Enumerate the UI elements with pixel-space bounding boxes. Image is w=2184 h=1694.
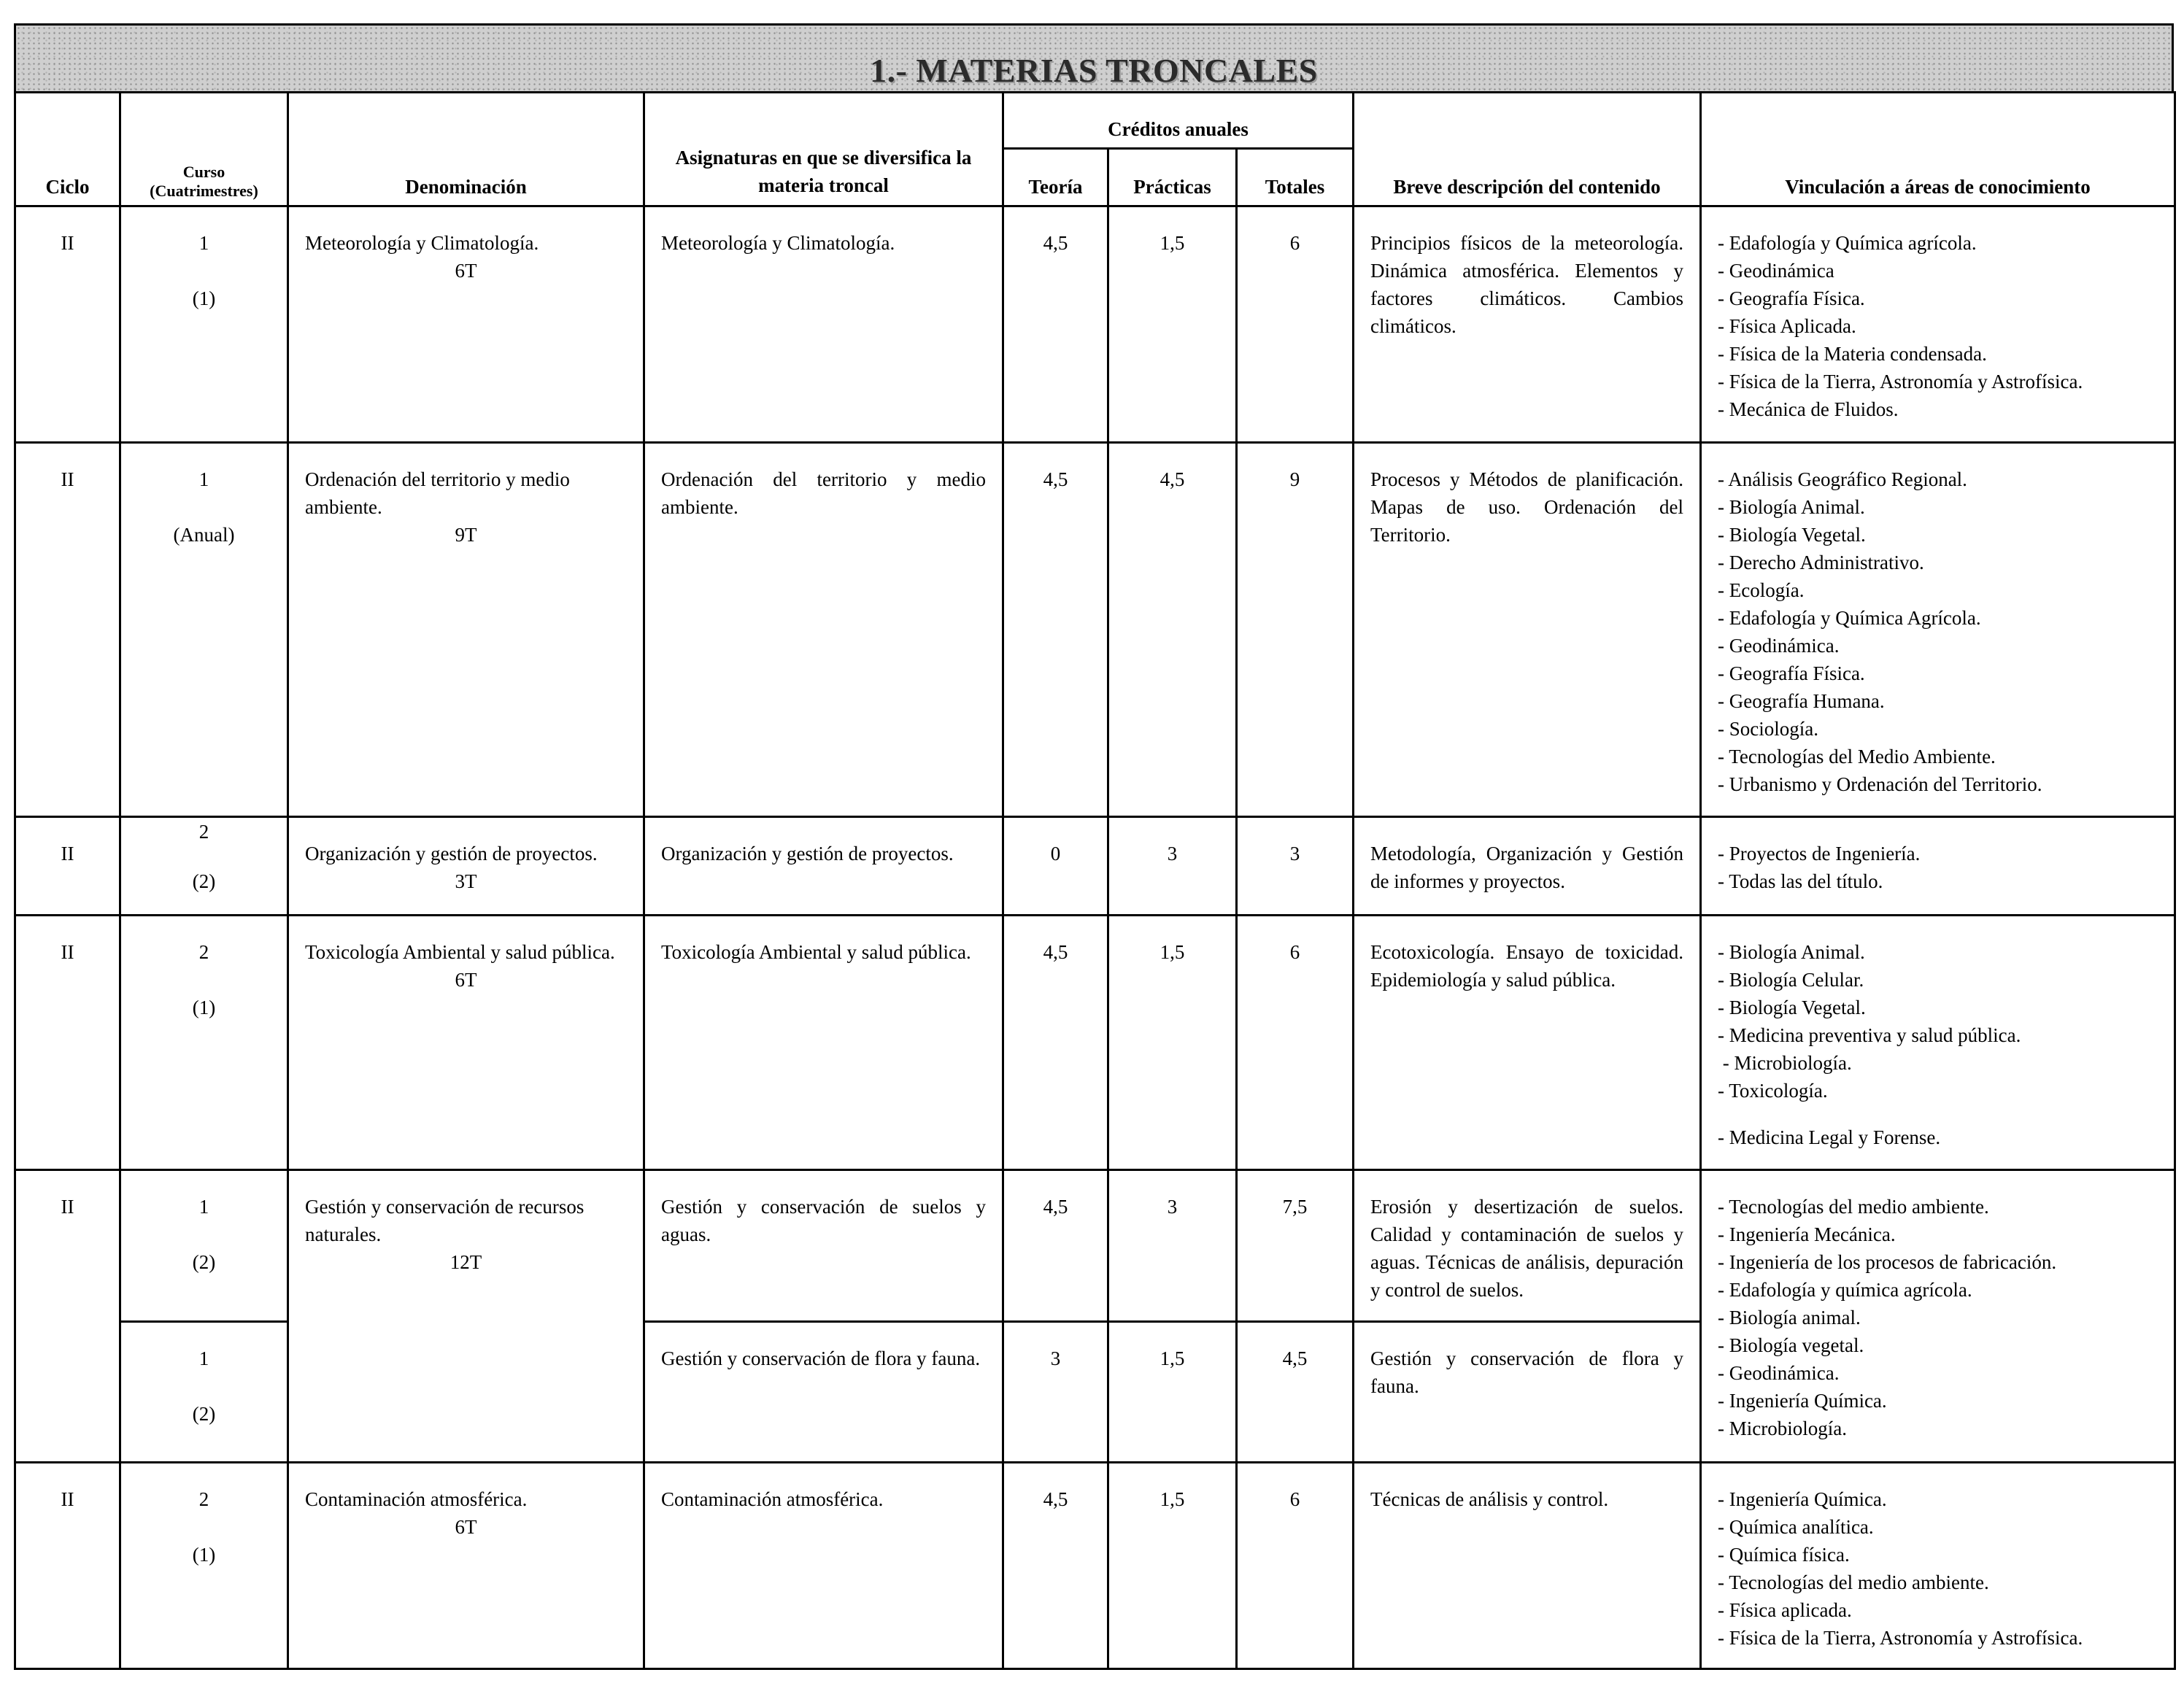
denominacion-text: Toxicología Ambiental y salud pública. <box>305 941 615 963</box>
area-item: - Ingeniería de los procesos de fabricación. <box>1718 1251 2057 1273</box>
denominacion-code: 12T <box>449 1251 482 1273</box>
materias-table <box>14 91 2176 1670</box>
cell-practicas: 4,5 <box>1108 443 1237 817</box>
area-item: - Física Aplicada. <box>1718 315 1856 337</box>
denominacion-code: 3T <box>455 870 477 892</box>
cell-asignatura: Meteorología y Climatología. <box>644 206 1003 443</box>
cell-areas <box>1701 916 2175 1170</box>
cuatrimestre-value: (2) <box>192 1251 216 1273</box>
cell-descripcion: Gestión y conservación de flora y fauna. <box>1354 1322 1701 1463</box>
area-item: - Geodinámica. <box>1718 1362 1840 1384</box>
area-item: - Microbiología. <box>1718 1052 1852 1074</box>
cell-asignatura: Gestión y conservación de suelos y aguas. <box>644 1170 1003 1322</box>
table-row <box>15 916 2175 1170</box>
cell-totales: 3 <box>1237 817 1354 916</box>
cell-teoria: 4,5 <box>1003 1463 1108 1669</box>
header-denominacion: Denominación <box>288 93 644 206</box>
area-item: - Análisis Geográfico Regional. <box>1718 468 1967 490</box>
cell-teoria: 4,5 <box>1003 916 1108 1170</box>
header-descripcion: Breve descripción del contenido <box>1354 93 1701 206</box>
cuatrimestre-value: (1) <box>192 287 216 309</box>
cell-curso <box>120 1170 288 1322</box>
area-item: - Mecánica de Fluidos. <box>1718 398 1899 420</box>
cell-descripcion: Principios físicos de la meteorología. Dinámica atmosférica. Elementos y factores climáticos. Cambios climáticos. <box>1354 206 1701 443</box>
denominacion-text: Meteorología y Climatología. <box>305 232 539 254</box>
curso-value: 1 <box>198 232 209 254</box>
cell-practicas: 3 <box>1108 1170 1237 1322</box>
denominacion-text: Gestión y conservación de recursos naturales. <box>305 1196 584 1245</box>
header-totales: Totales <box>1237 149 1354 206</box>
cell-ciclo: II <box>15 817 120 916</box>
cell-practicas: 1,5 <box>1108 916 1237 1170</box>
table-row <box>15 206 2175 443</box>
area-item: - Todas las del título. <box>1718 870 1883 892</box>
table-row <box>15 1170 2175 1322</box>
curso-value: 2 <box>198 1488 209 1510</box>
cell-denominacion <box>288 1463 644 1669</box>
curso-value: 2 <box>198 941 209 963</box>
area-item: - Medicina preventiva y salud pública. <box>1718 1024 2021 1046</box>
area-item: - Química física. <box>1718 1544 1850 1566</box>
cell-asignatura: Organización y gestión de proyectos. <box>644 817 1003 916</box>
title-banner <box>14 23 2174 93</box>
area-item-extra: - Medicina Legal y Forense. <box>1718 1126 1941 1148</box>
cell-ciclo: II <box>15 1463 120 1669</box>
cell-totales: 6 <box>1237 1463 1354 1669</box>
area-item: - Física aplicada. <box>1718 1599 1852 1621</box>
cell-curso <box>120 1322 288 1463</box>
cell-teoria: 4,5 <box>1003 443 1108 817</box>
area-item: - Edafología y química agrícola. <box>1718 1279 1972 1301</box>
area-item: - Sociología. <box>1718 718 1818 740</box>
denominacion-text: Organización y gestión de proyectos. <box>305 843 598 865</box>
curso-value: 1 <box>198 1196 209 1218</box>
cell-curso <box>120 443 288 817</box>
area-item: - Tecnologías del medio ambiente. <box>1718 1196 1989 1218</box>
cell-curso <box>120 916 288 1170</box>
area-item: - Tecnologías del Medio Ambiente. <box>1718 746 1996 767</box>
area-item: - Derecho Administrativo. <box>1718 552 1924 573</box>
cell-descripcion: Erosión y desertización de suelos. Calidad y contaminación de suelos y aguas. Técnicas de análisis, depuración y control de suelos. <box>1354 1170 1701 1322</box>
cell-practicas: 3 <box>1108 817 1237 916</box>
header-curso-sub: (Cuatrimestres) <box>150 182 258 200</box>
cell-teoria: 4,5 <box>1003 1170 1108 1322</box>
area-item: - Biología Vegetal. <box>1718 524 1866 546</box>
curso-value: 2 <box>198 821 209 843</box>
cell-teoria: 4,5 <box>1003 206 1108 443</box>
cell-areas <box>1701 817 2175 916</box>
page-title: 1.- MATERIAS TRONCALES <box>870 52 1318 89</box>
curso-value: 1 <box>198 1347 209 1369</box>
cell-areas <box>1701 1463 2175 1669</box>
header-curso <box>120 93 288 206</box>
area-item: - Química analítica. <box>1718 1516 1874 1538</box>
denominacion-text: Contaminación atmosférica. <box>305 1488 528 1510</box>
area-item: - Biología animal. <box>1718 1307 1861 1328</box>
table-row <box>15 443 2175 817</box>
area-item: - Física de la Tierra, Astronomía y Astrofísica. <box>1718 371 2083 392</box>
cell-denominacion <box>288 206 644 443</box>
cell-asignatura: Toxicología Ambiental y salud pública. <box>644 916 1003 1170</box>
area-item: - Ecología. <box>1718 579 1805 601</box>
area-item: - Física de la Materia condensada. <box>1718 343 1987 365</box>
area-item: - Proyectos de Ingeniería. <box>1718 843 1921 865</box>
area-item: - Urbanismo y Ordenación del Territorio. <box>1718 773 2042 795</box>
area-item: - Biología Animal. <box>1718 496 1865 518</box>
area-item: - Geodinámica <box>1718 260 1834 282</box>
table-row <box>15 1463 2175 1669</box>
table-row <box>15 817 2175 916</box>
area-item: - Geodinámica. <box>1718 635 1840 657</box>
cuatrimestre-value: (1) <box>192 997 216 1018</box>
area-item: - Ingeniería Química. <box>1718 1390 1887 1412</box>
cell-ciclo: II <box>15 443 120 817</box>
cell-descripcion: Procesos y Métodos de planificación. Mapas de uso. Ordenación del Territorio. <box>1354 443 1701 817</box>
cell-descripcion: Técnicas de análisis y control. <box>1354 1463 1701 1669</box>
denominacion-code: 6T <box>455 969 477 991</box>
cell-totales: 7,5 <box>1237 1170 1354 1322</box>
area-item: - Geografía Física. <box>1718 287 1865 309</box>
denominacion-code: 9T <box>455 524 477 546</box>
cell-areas <box>1701 1170 2175 1463</box>
area-item: - Tecnologías del medio ambiente. <box>1718 1571 1989 1593</box>
document-sheet <box>14 23 2174 1670</box>
denominacion-code: 6T <box>455 260 477 282</box>
cell-denominacion <box>288 817 644 916</box>
cell-totales: 6 <box>1237 206 1354 443</box>
area-item: - Ingeniería Química. <box>1718 1488 1887 1510</box>
cell-practicas: 1,5 <box>1108 1322 1237 1463</box>
denominacion-text: Ordenación del territorio y medio ambiente. <box>305 468 570 518</box>
area-item: - Geografía Humana. <box>1718 690 1885 712</box>
cell-ciclo: II <box>15 1170 120 1463</box>
curso-value: 1 <box>198 468 209 490</box>
cell-denominacion <box>288 443 644 817</box>
area-item: - Edafología y Química Agrícola. <box>1718 607 1981 629</box>
cell-denominacion <box>288 1170 644 1463</box>
cell-curso <box>120 1463 288 1669</box>
cuatrimestre-value: (2) <box>192 1403 216 1425</box>
denominacion-code: 6T <box>455 1516 477 1538</box>
cell-asignatura: Ordenación del territorio y medio ambiente. <box>644 443 1003 817</box>
area-item: - Biología Animal. <box>1718 941 1865 963</box>
header-creditos: Créditos anuales <box>1003 93 1354 149</box>
area-item: - Edafología y Química agrícola. <box>1718 232 1977 254</box>
cell-practicas: 1,5 <box>1108 206 1237 443</box>
area-item: - Física de la Tierra, Astronomía y Astrofísica. <box>1718 1627 2083 1649</box>
cell-areas <box>1701 443 2175 817</box>
cuatrimestre-value: (1) <box>192 1544 216 1566</box>
cell-descripcion: Ecotoxicología. Ensayo de toxicidad. Epidemiología y salud pública. <box>1354 916 1701 1170</box>
cell-totales: 9 <box>1237 443 1354 817</box>
cell-teoria: 3 <box>1003 1322 1108 1463</box>
area-item: - Biología vegetal. <box>1718 1334 1864 1356</box>
header-vinculacion: Vinculación a áreas de conocimiento <box>1701 93 2175 206</box>
cell-ciclo: II <box>15 916 120 1170</box>
header-asignaturas: Asignaturas en que se diversifica la materia troncal <box>644 93 1003 206</box>
cell-practicas: 1,5 <box>1108 1463 1237 1669</box>
cell-curso <box>120 817 288 916</box>
header-teoria: Teoría <box>1003 149 1108 206</box>
area-item: - Biología Vegetal. <box>1718 997 1866 1018</box>
cell-denominacion <box>288 916 644 1170</box>
area-item: - Toxicología. <box>1718 1080 1828 1102</box>
cuatrimestre-value: (Anual) <box>173 524 235 546</box>
area-item: - Ingeniería Mecánica. <box>1718 1223 1896 1245</box>
cell-teoria: 0 <box>1003 817 1108 916</box>
cuatrimestre-value: (2) <box>192 870 216 892</box>
area-item: - Biología Celular. <box>1718 969 1864 991</box>
header-ciclo: Ciclo <box>15 93 120 206</box>
cell-areas <box>1701 206 2175 443</box>
cell-totales: 4,5 <box>1237 1322 1354 1463</box>
area-item: - Microbiología. <box>1718 1418 1847 1439</box>
cell-ciclo: II <box>15 206 120 443</box>
cell-descripcion: Metodología, Organización y Gestión de informes y proyectos. <box>1354 817 1701 916</box>
area-item: - Geografía Física. <box>1718 662 1865 684</box>
cell-asignatura: Contaminación atmosférica. <box>644 1463 1003 1669</box>
cell-asignatura: Gestión y conservación de flora y fauna. <box>644 1322 1003 1463</box>
cell-totales: 6 <box>1237 916 1354 1170</box>
header-practicas: Prácticas <box>1108 149 1237 206</box>
cell-curso <box>120 206 288 443</box>
header-curso-label: Curso <box>182 163 225 181</box>
